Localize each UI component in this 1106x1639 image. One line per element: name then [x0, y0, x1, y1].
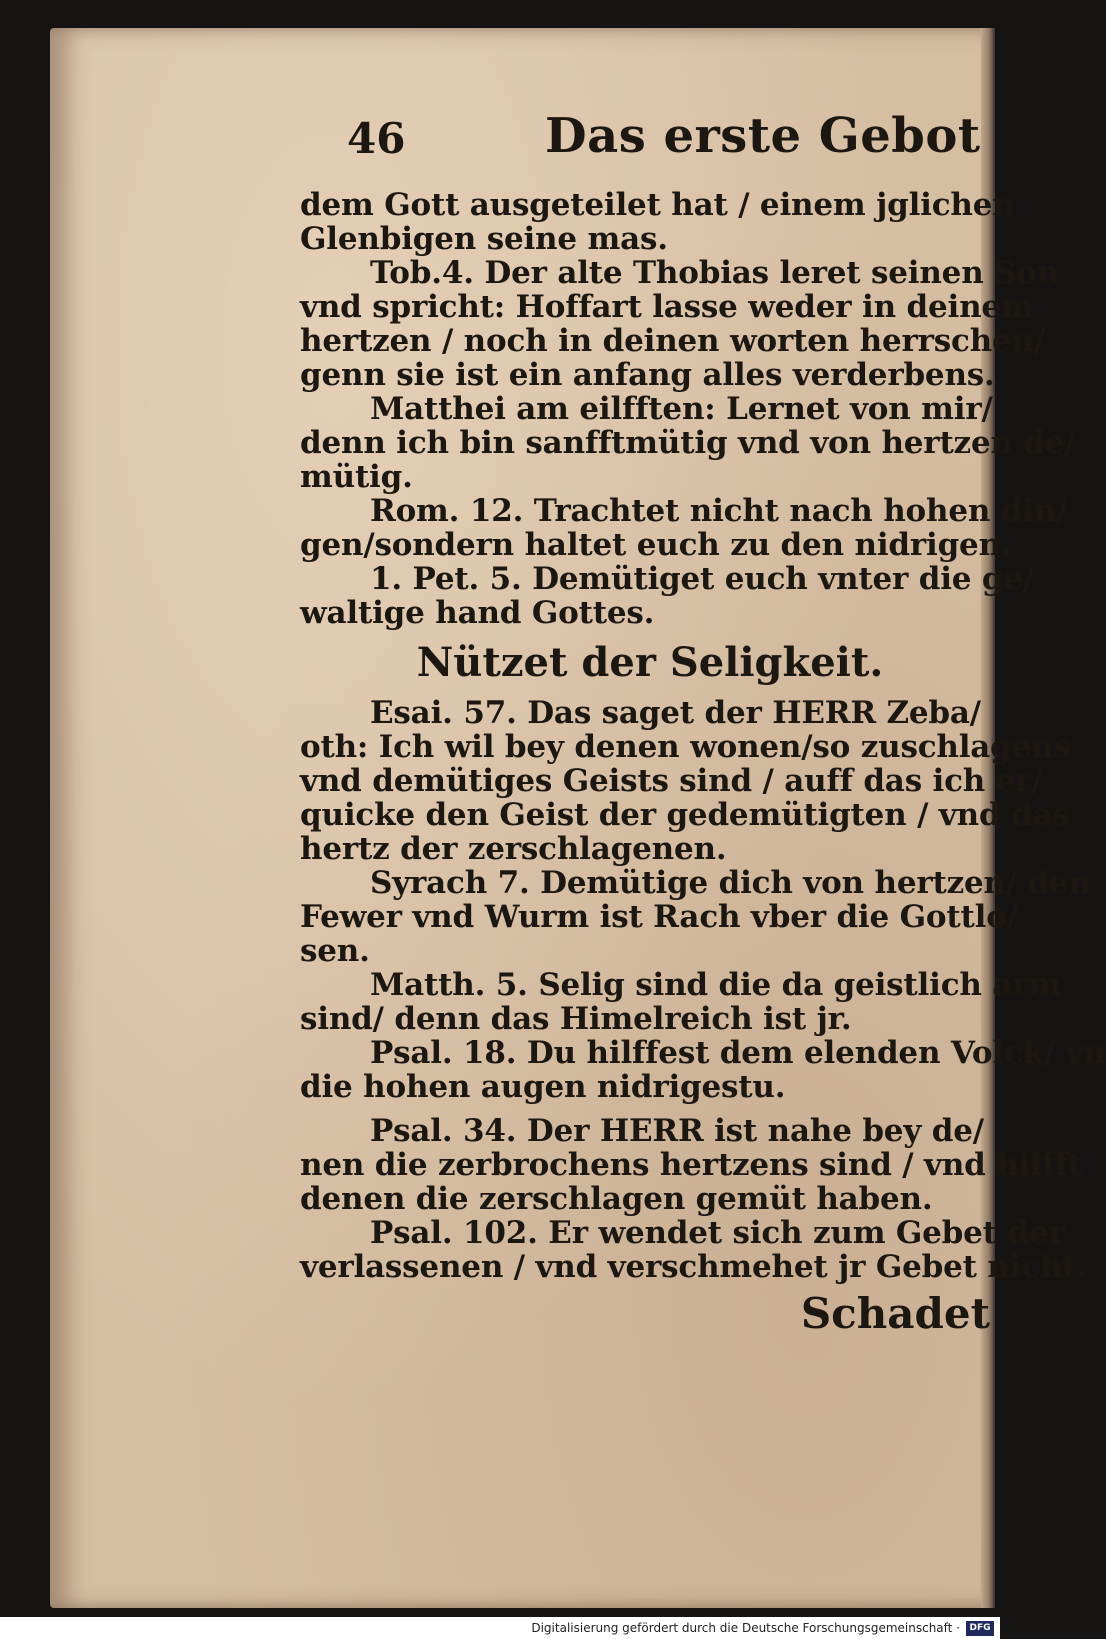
text-line: vnd demütiges Geists sind / auff das ich er/ [300, 763, 1043, 799]
text-line: Esai. 57. Das saget der HERR Zeba/ [370, 695, 981, 731]
text-line: denen die zerschlagen gemüt haben. [300, 1181, 933, 1217]
text-line: hertzen / noch in deinen worten herrschen/ [300, 323, 1046, 359]
text-line: gen/sondern haltet euch zu den nidrigen. [300, 527, 1012, 563]
book-page [50, 28, 1106, 1608]
page-number: 46 [347, 114, 406, 163]
text-line: genn sie ist ein anfang alles verderbens. [300, 357, 995, 393]
text-line: Glenbigen seine mas. [300, 221, 668, 257]
text-line: Matthei am eilfften: Lernet von mir/ [370, 391, 993, 427]
text-line: Psal. 102. Er wendet sich zum Gebet der [370, 1215, 1065, 1251]
text-line: mütig. [300, 459, 413, 495]
text-line: 1. Pet. 5. Demütiget euch vnter die ge/ [370, 561, 1035, 597]
text-line: Syrach 7. Demütige dich von hertzen/ den [370, 865, 1091, 901]
text-line: Rom. 12. Trachtet nicht nach hohen din/ [370, 493, 1068, 529]
body-section-1 [300, 187, 1076, 631]
body-section-3 [300, 1113, 1088, 1285]
funding-credit: Digitalisierung gefördert durch die Deutsche Forschungsgemeinschaft · [531, 1621, 960, 1635]
text-line: Psal. 18. Du hilffest dem elenden Volck/ vn [370, 1035, 1106, 1071]
running-head: Das erste Gebot [545, 108, 981, 164]
text-line: sen. [300, 933, 370, 969]
text-line: dem Gott ausgeteilet hat / einem jglichen [300, 187, 1015, 223]
text-line: vnd spricht: Hoffart lasse weder in deinem [300, 289, 1034, 325]
footer-bar [0, 1617, 1000, 1639]
text-line: hertz der zerschlagenen. [300, 831, 727, 867]
text-line: quicke den Geist der gedemütigten / vnd das [300, 797, 1070, 833]
page-header [300, 108, 1000, 188]
text-line: verlassenen / vnd verschmehet jr Gebet nicht. [300, 1249, 1088, 1285]
dfg-logo-icon: DFG [966, 1621, 994, 1636]
text-line: sind/ denn das Himelreich ist jr. [300, 1001, 852, 1037]
text-line: Matth. 5. Selig sind die da geistlich arm [370, 967, 1061, 1003]
text-line: die hohen augen nidrigestu. [300, 1069, 786, 1105]
text-line: waltige hand Gottes. [300, 595, 655, 631]
text-line: oth: Ich wil bey denen wonen/so zuschlagens [300, 729, 1071, 765]
section-heading: Nützet der Seligkeit. [416, 639, 884, 686]
catchword: Schadet [800, 1289, 990, 1338]
body-section-2 [300, 695, 1106, 1105]
text-block [300, 108, 1106, 1344]
text-line: nen die zerbrochens hertzens sind / vnd hilfft [300, 1147, 1083, 1183]
text-line: denn ich bin sanfftmütig vnd von hertzen de/ [300, 425, 1076, 461]
text-line: Psal. 34. Der HERR ist nahe bey de/ [370, 1113, 984, 1149]
text-line: Fewer vnd Wurm ist Rach vber die Gottlo/ [300, 899, 1018, 935]
text-line: Tob.4. Der alte Thobias leret seinen Son [370, 255, 1060, 291]
